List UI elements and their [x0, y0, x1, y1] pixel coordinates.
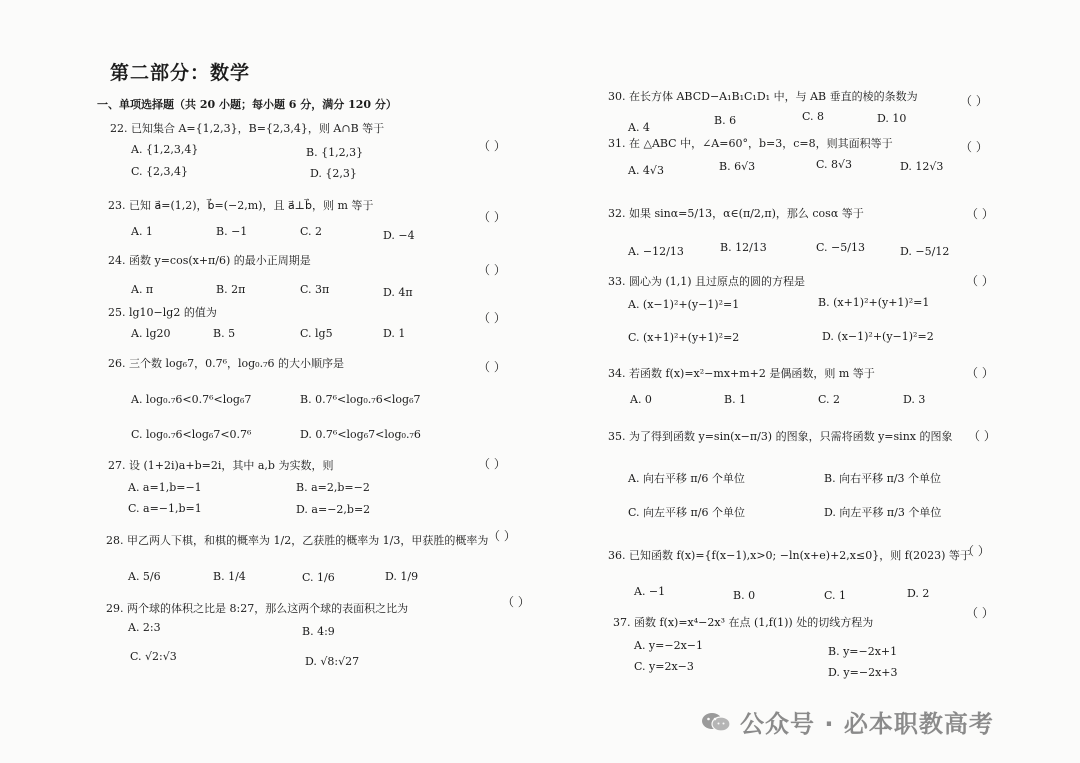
answer-blank: （ ） — [488, 529, 516, 543]
option-c: C. 向左平移 π/6 个单位 — [628, 506, 745, 519]
answer-blank: （ ） — [960, 140, 988, 154]
answer-blank: （ ） — [966, 366, 994, 380]
answer-blank: （ ） — [960, 94, 988, 108]
option-a: A. {1,2,3,4} — [131, 143, 199, 156]
option-a: A. 4√3 — [628, 164, 664, 177]
option-a: A. a=1,b=−1 — [128, 481, 202, 494]
answer-blank: （ ） — [966, 207, 994, 221]
option-a: A. (x−1)²+(y−1)²=1 — [628, 298, 740, 311]
option-d: D. (x−1)²+(y−1)²=2 — [822, 330, 934, 343]
option-c: C. −5/13 — [816, 241, 865, 254]
option-b: B. −1 — [216, 225, 248, 238]
question-stem: 32. 如果 sinα=5/13，α∈(π/2,π)，那么 cosα 等于 — [608, 207, 864, 220]
option-c: C. 1/6 — [302, 571, 335, 584]
answer-blank: （ ） — [478, 263, 506, 277]
option-a: A. log₀.₇6<0.7⁶<log₆7 — [131, 393, 252, 406]
option-b: B. 4:9 — [302, 625, 335, 638]
question-stem: 34. 若函数 f(x)=x²−mx+m+2 是偶函数，则 m 等于 — [608, 367, 875, 380]
option-b: B. 向右平移 π/3 个单位 — [824, 472, 942, 485]
option-c: C. a=−1,b=1 — [128, 502, 202, 515]
option-b: B. 12/13 — [720, 241, 767, 254]
option-c: C. (x+1)²+(y+1)²=2 — [628, 331, 740, 344]
answer-blank: （ ） — [966, 274, 994, 288]
answer-blank: （ ） — [478, 457, 506, 471]
option-b: B. 6 — [714, 114, 737, 127]
answer-blank: （ ） — [968, 429, 996, 443]
option-d: D. y=−2x+3 — [828, 666, 898, 679]
option-b: B. a=2,b=−2 — [296, 481, 370, 494]
option-c: C. 2 — [300, 225, 323, 238]
option-c: C. 8√3 — [816, 158, 853, 171]
answer-blank: （ ） — [478, 311, 506, 325]
option-c: C. 3π — [300, 283, 330, 296]
option-a: A. lg20 — [131, 327, 171, 340]
option-a: A. y=−2x−1 — [634, 639, 704, 652]
option-d: D. −4 — [383, 229, 415, 242]
question-stem: 24. 函数 y=cos(x+π/6) 的最小正周期是 — [108, 254, 311, 267]
answer-blank: （ ） — [478, 210, 506, 224]
option-d: D. 2 — [907, 587, 930, 600]
question-stem: 25. lg10−lg2 的值为 — [108, 306, 217, 319]
question-stem: 29. 两个球的体积之比是 8:27，那么这两个球的表面积之比为 — [106, 602, 409, 615]
option-d: D. −5/12 — [900, 245, 950, 258]
watermark-text: 公众号 · 必本职教高考 — [740, 710, 994, 738]
question-stem: 26. 三个数 log₆7，0.7⁶，log₀.₇6 的大小顺序是 — [108, 357, 344, 370]
option-b: B. {1,2,3} — [306, 146, 364, 159]
page-title: 第二部分：数学 — [110, 62, 251, 84]
option-d: D. 3 — [903, 393, 926, 406]
option-a: A. −12/13 — [628, 245, 684, 258]
question-stem: 23. 已知 a⃗=(1,2)，b⃗=(−2,m)，且 a⃗⊥b⃗，则 m 等于 — [108, 199, 374, 212]
watermark — [700, 704, 994, 739]
section-heading: 一、单项选择题（共 20 小题；每小题 6 分，满分 120 分） — [97, 98, 397, 111]
answer-blank: （ ） — [966, 606, 994, 620]
option-a: A. π — [131, 283, 154, 296]
option-b: B. 0 — [733, 589, 756, 602]
option-b: B. 6√3 — [719, 160, 756, 173]
option-b: B. y=−2x+1 — [828, 645, 898, 658]
question-stem: 37. 函数 f(x)=x⁴−2x³ 在点 (1,f(1)) 处的切线方程为 — [613, 616, 874, 629]
question-stem: 31. 在 △ABC 中，∠A=60°，b=3，c=8，则其面积等于 — [608, 137, 893, 150]
option-c: C. {2,3,4} — [131, 165, 189, 178]
option-a: A. 0 — [630, 393, 652, 406]
option-c: C. √2:√3 — [130, 650, 177, 663]
question-stem: 35. 为了得到函数 y=sin(x−π/3) 的图象，只需将函数 y=sinx 的图象 — [608, 430, 953, 443]
option-d: D. a=−2,b=2 — [296, 503, 371, 516]
option-b: B. 2π — [216, 283, 246, 296]
option-b: B. 5 — [213, 327, 236, 340]
option-d: D. 向左平移 π/3 个单位 — [824, 506, 942, 519]
option-b: B. 1 — [724, 393, 747, 406]
option-d: D. 0.7⁶<log₆7<log₀.₇6 — [300, 428, 421, 441]
question-stem: 33. 圆心为 (1,1) 且过原点的圆的方程是 — [608, 275, 806, 288]
option-c: C. 2 — [818, 393, 841, 406]
option-b: B. (x+1)²+(y+1)²=1 — [818, 296, 930, 309]
question-stem: 30. 在长方体 ABCD−A₁B₁C₁D₁ 中，与 AB 垂直的棱的条数为 — [608, 90, 918, 103]
option-d: D. 10 — [877, 112, 907, 125]
option-d: D. 1 — [383, 327, 406, 340]
question-stem: 28. 甲乙两人下棋，和棋的概率为 1/2，乙获胜的概率为 1/3，甲获胜的概率为 — [106, 534, 489, 547]
answer-blank: （ ） — [478, 139, 506, 153]
question-stem: 22. 已知集合 A={1,2,3}，B={2,3,4}，则 A∩B 等于 — [110, 122, 385, 135]
option-c: C. 8 — [802, 110, 825, 123]
answer-blank: （ ） — [478, 360, 506, 374]
option-d: D. √8:√27 — [305, 655, 360, 668]
question-stem: 27. 设 (1+2i)a+b=2i，其中 a,b 为实数，则 — [108, 459, 334, 472]
wechat-icon — [700, 711, 732, 733]
option-b: B. 0.7⁶<log₀.₇6<log₆7 — [300, 393, 421, 406]
option-a: A. 向右平移 π/6 个单位 — [628, 472, 745, 485]
option-c: C. log₀.₇6<log₆7<0.7⁶ — [131, 428, 252, 441]
option-c: C. 1 — [824, 589, 847, 602]
option-c: C. lg5 — [300, 327, 333, 340]
option-d: D. 4π — [383, 286, 413, 299]
option-a: A. 5/6 — [128, 570, 161, 583]
option-a: A. 1 — [131, 225, 153, 238]
option-b: B. 1/4 — [213, 570, 246, 583]
option-d: D. 12√3 — [900, 160, 944, 173]
option-d: D. {2,3} — [310, 167, 357, 180]
option-d: D. 1/9 — [385, 570, 419, 583]
option-a: A. −1 — [634, 585, 666, 598]
question-stem: 36. 已知函数 f(x)={f(x−1),x>0; −ln(x+e)+2,x≤0}，则 f(2023) 等于 — [608, 549, 971, 562]
answer-blank: （ ） — [502, 595, 530, 609]
option-a: A. 4 — [628, 121, 650, 134]
option-c: C. y=2x−3 — [634, 660, 694, 673]
answer-blank: （ ） — [962, 544, 990, 558]
option-a: A. 2:3 — [128, 621, 161, 634]
